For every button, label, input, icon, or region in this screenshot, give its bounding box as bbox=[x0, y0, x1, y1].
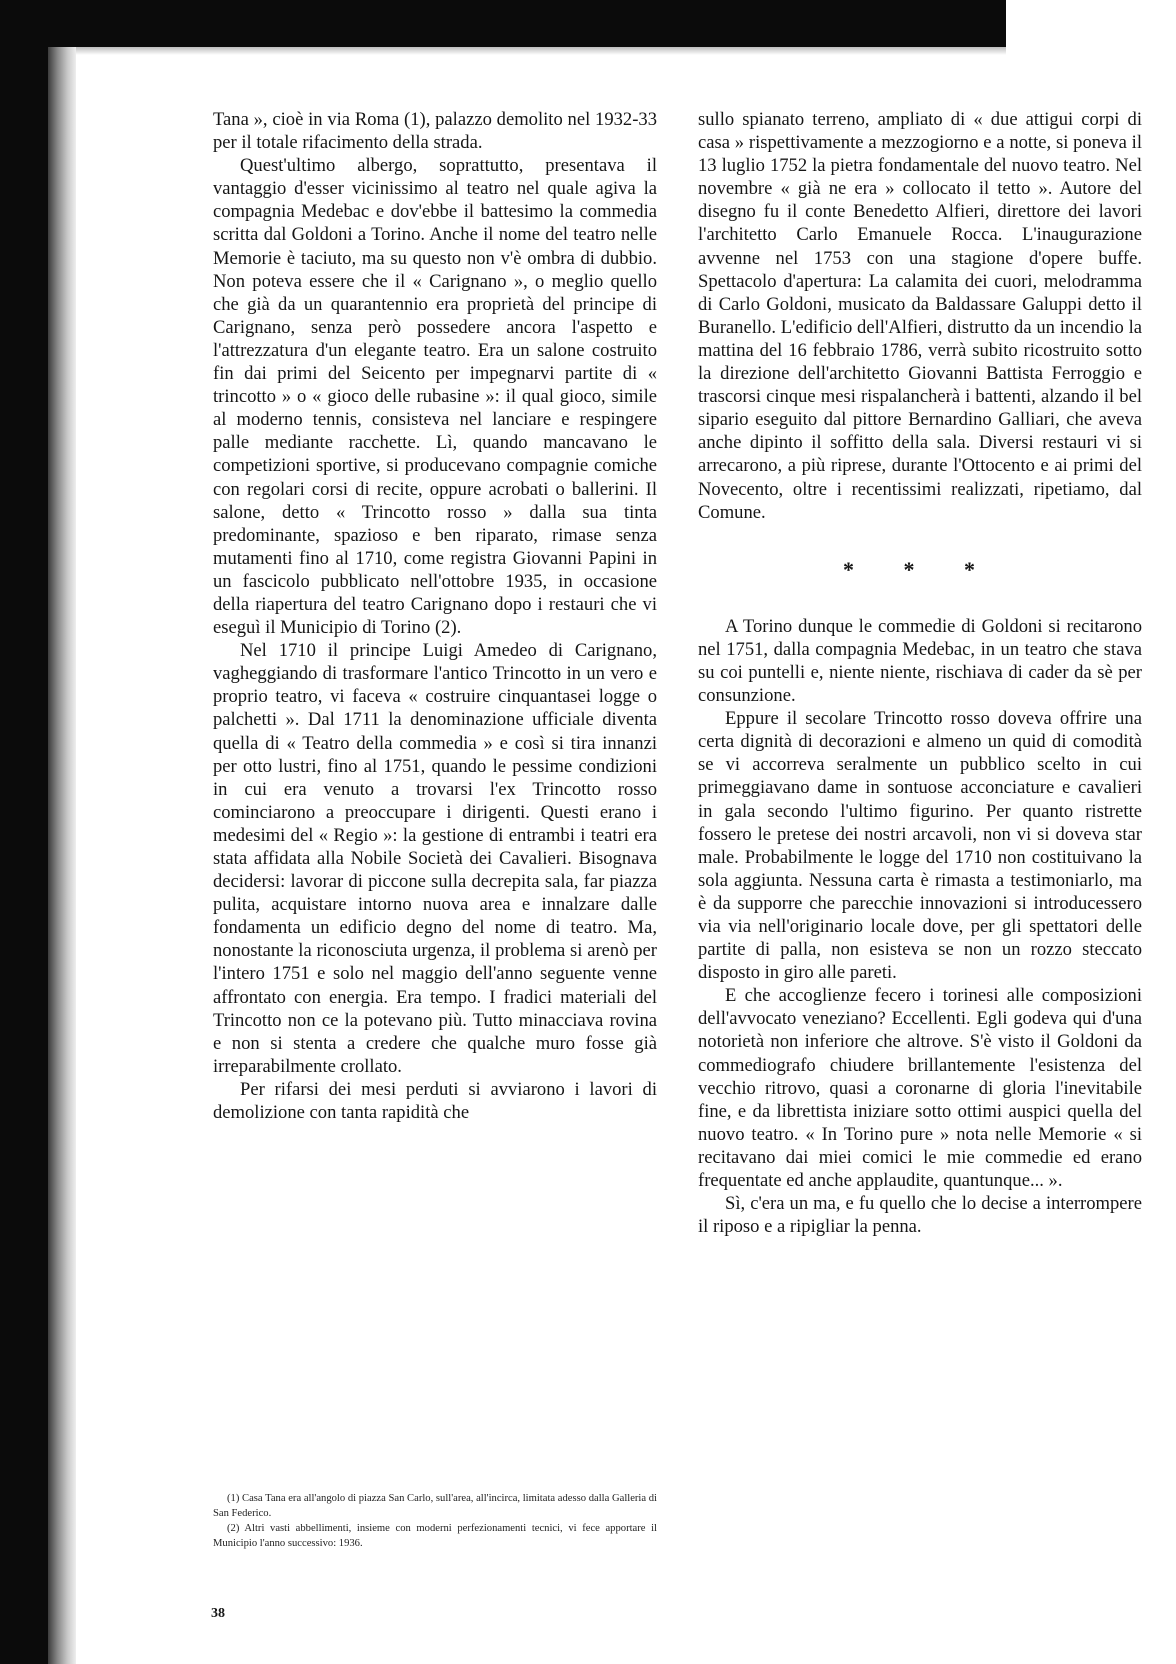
footnotes bbox=[213, 1492, 657, 1552]
paragraph: Eppure il secolare Trincotto rosso doveva offrire una certa dignità di decorazioni e almeno un quid di comodità se vi accorreva seralmente un pubblico scelto in cui primeggiavano dame in sontuose acconciature e cavalieri in gala secondo l'ultimo figurino. Per quanto ristrette fossero le pretese dei nostri arcavoli, non vi si doveva star male. Probabilmente le logge del 1710 non costituivano la sola aggiunta. Nessuna carta è rimasta a testimoniarlo, ma è da supporre che parecchie innovazioni si introducessero via via nell'originario locale dove, per gli spettatori delle partite di palla, non esisteva se non un rozzo steccato disposto in giro alle pareti. bbox=[698, 708, 1142, 984]
paragraph: Tana », cioè in via Roma (1), palazzo demolito nel 1932-33 per il totale rifacimento della strada. bbox=[213, 109, 657, 154]
right-text-column bbox=[698, 108, 1142, 1238]
section-separator: * * * bbox=[843, 556, 997, 582]
page-top-edge bbox=[76, 47, 1006, 55]
footnote: (2) Altri vasti abbellimenti, insieme con moderni perfezionamenti tecnici, vi fece apportare il Municipio l'anno successivo: 1936. bbox=[213, 1523, 657, 1549]
book-binding-shadow bbox=[48, 47, 76, 1664]
page-number: 38 bbox=[211, 1606, 225, 1621]
footnote: (1) Casa Tana era all'angolo di piazza San Carlo, sull'area, all'incirca, limitata adesso dalla Galleria di San Federico. bbox=[213, 1493, 657, 1519]
paragraph: A Torino dunque le commedie di Goldoni si recitarono nel 1751, dalla compagnia Medebac, in un teatro che stava su coi puntelli e, niente niente, rischiava di cader da sè per consunzione. bbox=[698, 615, 1142, 707]
scan-border-left bbox=[0, 0, 48, 1664]
paragraph: sullo spianato terreno, ampliato di « due attigui corpi di casa » rispettivamente a mezzogiorno e a notte, si poneva il 13 luglio 1752 la pietra fondamentale del nuovo teatro. Nel novembre « già ne era » collocato il tetto ». Autore del disegno fu il conte Benedetto Alfieri, direttore dei lavori l'architetto Carlo Emanuele Rocca. L'inaugurazione avvenne nel 1753 con una stagione d'opere buffe. Spettacolo d'apertura: La calamita dei cuori, melodramma di Carlo Goldoni, musicato da Baldassare Galuppi detto il Buranello. L'edificio dell'Alfieri, distrutto da un incendio la mattina del 16 febbraio 1786, verrà subito ricostruito sotto la direzione dell'architetto Giovanni Battista Ferroggio e trascorsi cinque mesi rispalancherà i battenti, alzando il bel sipario eseguito dal pittore Bernardino Galliari, che aveva anche dipinto il soffitto della sala. Diversi restauri vi si arrecarono, a più riprese, durante l'Ottocento e ai primi del Novecento, oltre i recentissimi realizzati, ripetiamo, dal Comune. bbox=[698, 109, 1142, 523]
scan-border-top bbox=[0, 0, 1006, 47]
paragraph: E che accoglienze fecero i torinesi alle composizioni dell'avvocato veneziano? Eccellenti. Egli godeva qui d'una notorietà non inferiore che altrove. S'è visto il Goldoni da commediografo chiudere brillantemente l'esistenza del vecchio ritrovo, quasi a coronarne di gloria l'inevitabile fine, e da librettista iniziare sotto ottimi auspici quella del nuovo teatro. « In Torino pure » nota nelle Memorie « si recitavano dai miei comici le mie commedie ed erano frequentate ed anche applaudite, quantunque... ». bbox=[698, 985, 1142, 1192]
left-text-column bbox=[213, 108, 657, 1124]
paragraph: Quest'ultimo albergo, soprattutto, presentava il vantaggio d'esser vicinissimo al teatro nel quale agiva la compagnia Medebac e dov'ebbe il battesimo la commedia scritta dal Goldoni a Torino. Anche il nome del teatro nelle Memorie è taciuto, ma su questo non v'è ombra di dubbio. Non poteva essere che il « Carignano », o meglio quello che già da un quarantennio era proprietà del principe di Carignano, senza però possedere ancora l'aspetto e l'attrezzatura d'un elegante teatro. Era un salone costruito fin dai primi del Seicento per impegnarvi partite di « trincotto » o « gioco delle rubasine »: il qual gioco, simile al moderno tennis, consisteva nel lanciare e respingere palle mediante racchette. Lì, quando mancavano le competizioni sportive, si producevano compagnie comiche con regolari corsi di recite, oppure acrobati o ballerini. Il salone, detto « Trincotto rosso » dalla sua tinta predominante, spazioso e ben riparato, rimase senza mutamenti fino al 1710, come registra Giovanni Papini in un fascicolo pubblicato nell'ottobre 1935, in occasione della riapertura del teatro Carignano dopo i restauri che vi eseguì il Municipio di Torino (2). bbox=[213, 155, 657, 639]
paragraph: Nel 1710 il principe Luigi Amedeo di Carignano, vagheggiando di trasformare l'antico Trincotto in un vero e proprio teatro, vi faceva « costruire cinquantasei logge o palchetti ». Dal 1711 la denominazione ufficiale diventa quella di « Teatro della commedia » e così si tira innanzi per otto lustri, fino al 1751, quando le pessime condizioni in cui era venuto a trovarsi l'ex Trincotto rosso cominciarono a preoccupare i dirigenti. Questi erano i medesimi del « Regio »: la gestione di entrambi i teatri era stata affidata alla Nobile Società dei Cavalieri. Bisognava decidersi: lavorar di piccone sulla decrepita sala, far piazza pulita, acquistare intorno nuova area e innalzare dalle fondamenta un edificio degno del nome di teatro. Ma, nonostante la riconosciuta urgenza, il problema si arenò per l'intero 1751 e solo nel maggio dell'anno seguente venne affrontato con energia. Era tempo. I fradici materiali del Trincotto non ce la potevano più. Tutto minacciava rovina e non si stenta a credere che qualche muro fosse già irreparabilmente crollato. bbox=[213, 640, 657, 1077]
paragraph: Sì, c'era un ma, e fu quello che lo decise a interrompere il riposo e a ripigliar la penna. bbox=[698, 1193, 1142, 1238]
paragraph: Per rifarsi dei mesi perduti si avviarono i lavori di demolizione con tanta rapidità che bbox=[213, 1078, 657, 1124]
